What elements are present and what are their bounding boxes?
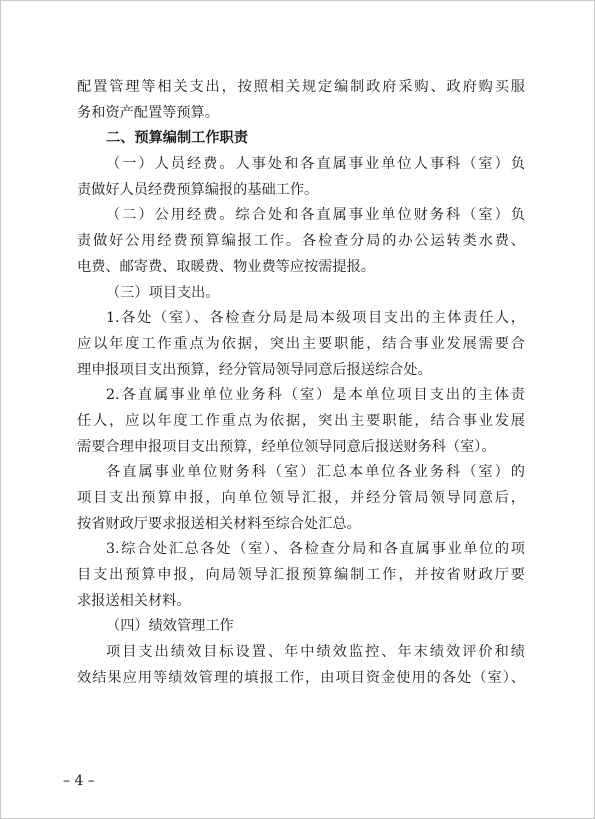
text-line: 任人，应以年度工作重点为依据，突出主要职能，结合事业发展 — [77, 412, 525, 429]
text-line: 责做好公用经费预算编报工作。各检查分局的办公运转类水费、 — [77, 233, 525, 250]
text-line: 各直属事业单位财务科（室）汇总本单位各业务科（室）的 — [106, 464, 525, 481]
text-line: 效结果应用等绩效管理的填报工作，由项目资金使用的各处（室）、 — [77, 669, 525, 686]
text-line: （一）人员经费。人事处和各直属事业单位人事科（室）负 — [106, 156, 525, 173]
text-line: 项目支出绩效目标设置、年中绩效监控、年末绩效评价和绩 — [106, 644, 525, 661]
document-body — [77, 75, 525, 692]
section-heading: 二、预算编制工作职责 — [106, 130, 248, 147]
text-line: 配置管理等相关支出，按照相关规定编制政府采购、政府购买服 — [77, 79, 525, 95]
text-line: （二）公用经费。综合处和各直属事业单位财务科（室）负 — [106, 207, 525, 224]
text-line: 责做好人员经费预算编报的基础工作。 — [77, 181, 319, 198]
text-line: （三）项目支出。 — [106, 284, 220, 301]
text-line: 按省财政厅要求报送相关材料至综合处汇总。 — [77, 515, 361, 532]
text-line: 务和资产配置等预算。 — [77, 104, 219, 121]
text-line: 理申报项目支出预算，经分管局领导同意后报送综合处。 — [77, 361, 432, 378]
text-line: 1.各处（室）、各检查分局是局本级项目支出的主体责任人， — [106, 310, 525, 327]
text-line: 项目支出预算申报，向单位领导汇报，并经分管局领导同意后， — [77, 490, 525, 506]
text-line: 2.各直属事业单位业务科（室）是本单位项目支出的主体责 — [106, 387, 525, 404]
text-line: 应以年度工作重点为依据，突出主要职能，结合事业发展需要合 — [77, 335, 525, 352]
text-line: 需要合理申报项目支出预算，经单位领导同意后报送财务科（室）。 — [77, 438, 496, 455]
text-line: 电费、邮寄费、取暖费、物业费等应按需提报。 — [77, 258, 375, 275]
text-line: （四）绩效管理工作 — [106, 618, 234, 635]
page-number: – 4 – — [63, 773, 95, 789]
text-line: 3.综合处汇总各处（室）、各检查分局和各直属事业单位的项 — [106, 541, 525, 558]
text-line: 目支出预算申报，向局领导汇报预算编制工作，并按省财政厅要 — [77, 567, 525, 584]
text-line: 求报送相关材料。 — [77, 592, 191, 609]
